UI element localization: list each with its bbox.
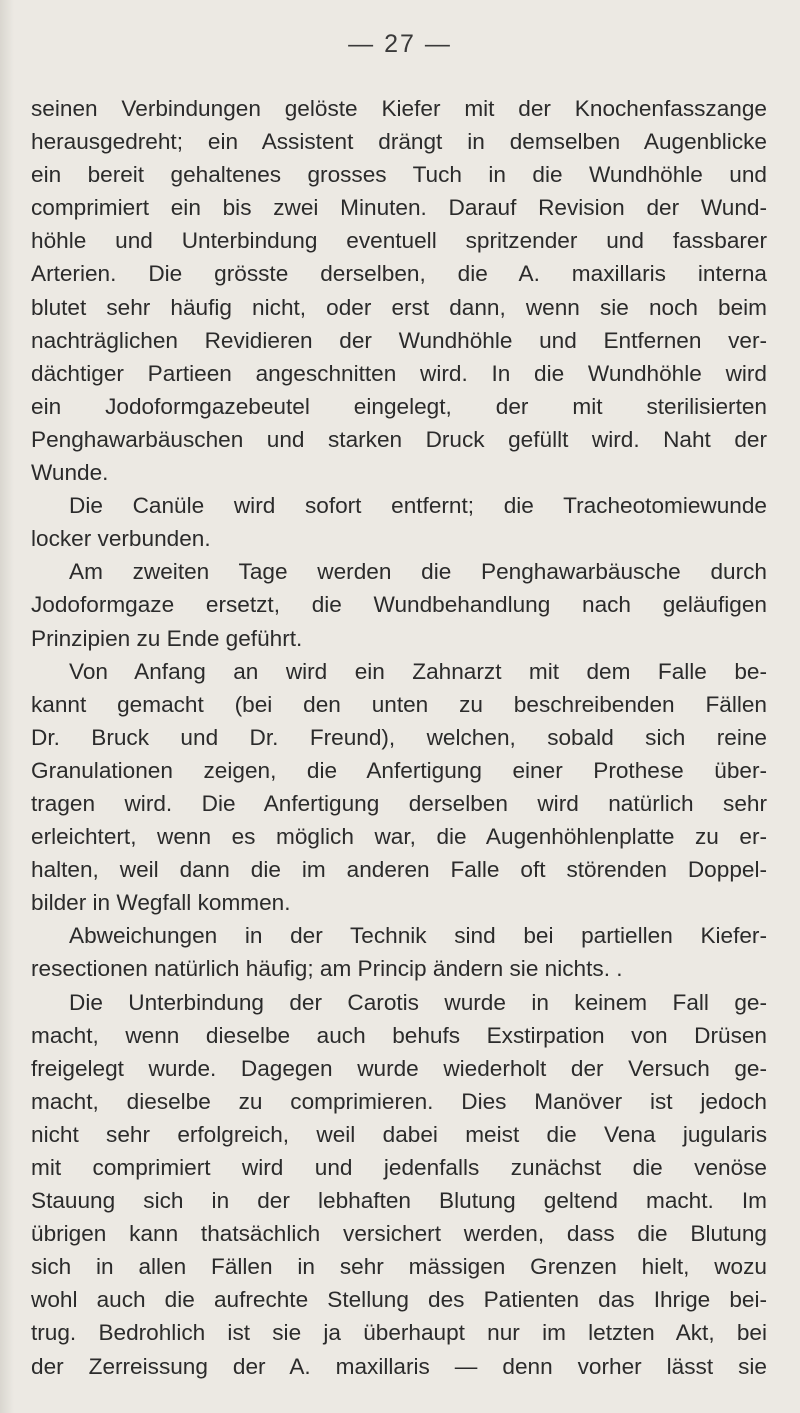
text-line: Arterien. Die grösste derselben, die A. maxillaris interna xyxy=(31,261,767,287)
text-line: blutet sehr häufig nicht, oder erst dann, wenn sie noch beim xyxy=(31,294,767,320)
text-line: tragen wird. Die Anfertigung derselben wird natürlich sehr xyxy=(31,790,767,816)
body-text xyxy=(31,92,767,1383)
text-line: Penghawarbäuschen und starken Druck gefüllt wird. Naht der xyxy=(31,426,767,452)
text-line: der Zerreissung der A. maxillaris — denn vorher lässt sie xyxy=(31,1353,767,1379)
text-line: trug. Bedrohlich ist sie ja überhaupt nur im letzten Akt, bei xyxy=(31,1320,767,1346)
text-line: Prinzipien zu Ende geführt. xyxy=(31,625,303,651)
page-number: — 27 — xyxy=(348,30,452,58)
text-line: freigelegt wurde. Dagegen wurde wiederholt der Versuch ge- xyxy=(31,1055,767,1081)
text-line: nicht sehr erfolgreich, weil dabei meist die Vena jugularis xyxy=(31,1121,767,1147)
text-line: bilder in Wegfall kommen. xyxy=(31,890,291,916)
page-edge-shadow xyxy=(0,0,14,1413)
text-line: Die Canüle wird sofort entfernt; die Tracheotomiewunde xyxy=(69,493,767,519)
text-line: halten, weil dann die im anderen Falle oft störenden Doppel- xyxy=(31,857,767,883)
text-line: Von Anfang an wird ein Zahnarzt mit dem Falle be- xyxy=(69,658,767,684)
text-line: mit comprimiert wird und jedenfalls zunächst die venöse xyxy=(31,1155,767,1180)
text-line: Die Unterbindung der Carotis wurde in keinem Fall ge- xyxy=(69,989,767,1015)
text-line: macht, dieselbe zu comprimieren. Dies Manöver ist jedoch xyxy=(31,1088,767,1114)
text-line: Abweichungen in der Technik sind bei partiellen Kiefer- xyxy=(69,923,767,949)
text-line: dächtiger Partieen angeschnitten wird. In die Wundhöhle wird xyxy=(31,360,767,386)
text-line: höhle und Unterbindung eventuell spritzender und fassbarer xyxy=(31,228,767,254)
text-line: Wunde. xyxy=(31,460,109,486)
text-line: erleichtert, wenn es möglich war, die Augenhöhlenplatte zu er- xyxy=(31,824,767,850)
text-line: wohl auch die aufrechte Stellung des Patienten das Ihrige bei- xyxy=(31,1287,767,1313)
text-line: kannt gemacht (bei den unten zu beschreibenden Fällen xyxy=(31,691,767,717)
text-line: sich in allen Fällen in sehr mässigen Grenzen hielt, wozu xyxy=(31,1254,767,1280)
text-line: locker verbunden. xyxy=(31,526,211,552)
text-line: seinen Verbindungen gelöste Kiefer mit der Knochenfasszange xyxy=(31,96,767,121)
text-line: übrigen kann thatsächlich versichert werden, dass die Blutung xyxy=(31,1221,767,1247)
text-line: Am zweiten Tage werden die Penghawarbäusche durch xyxy=(69,559,767,585)
text-line: herausgedreht; ein Assistent drängt in demselben Augenblicke xyxy=(31,129,767,155)
text-line: Jodoformgaze ersetzt, die Wundbehandlung nach geläufigen xyxy=(31,592,767,618)
text-line: nachträglichen Revidieren der Wundhöhle und Entfernen ver- xyxy=(31,327,767,353)
text-line: Dr. Bruck und Dr. Freund), welchen, sobald sich reine xyxy=(31,724,767,750)
text-line: comprimiert ein bis zwei Minuten. Darauf Revision der Wund- xyxy=(31,195,767,221)
text-line: ein bereit gehaltenes grosses Tuch in die Wundhöhle und xyxy=(31,162,767,188)
text-line: Stauung sich in der lebhaften Blutung geltend macht. Im xyxy=(31,1188,767,1214)
text-line: macht, wenn dieselbe auch behufs Exstirpation von Drüsen xyxy=(31,1022,767,1048)
text-line: Granulationen zeigen, die Anfertigung einer Prothese über- xyxy=(31,757,767,783)
text-line: ein Jodoformgazebeutel eingelegt, der mit sterilisierten xyxy=(31,393,767,419)
text-line: resectionen natürlich häufig; am Princip ändern sie nichts. . xyxy=(31,956,623,982)
